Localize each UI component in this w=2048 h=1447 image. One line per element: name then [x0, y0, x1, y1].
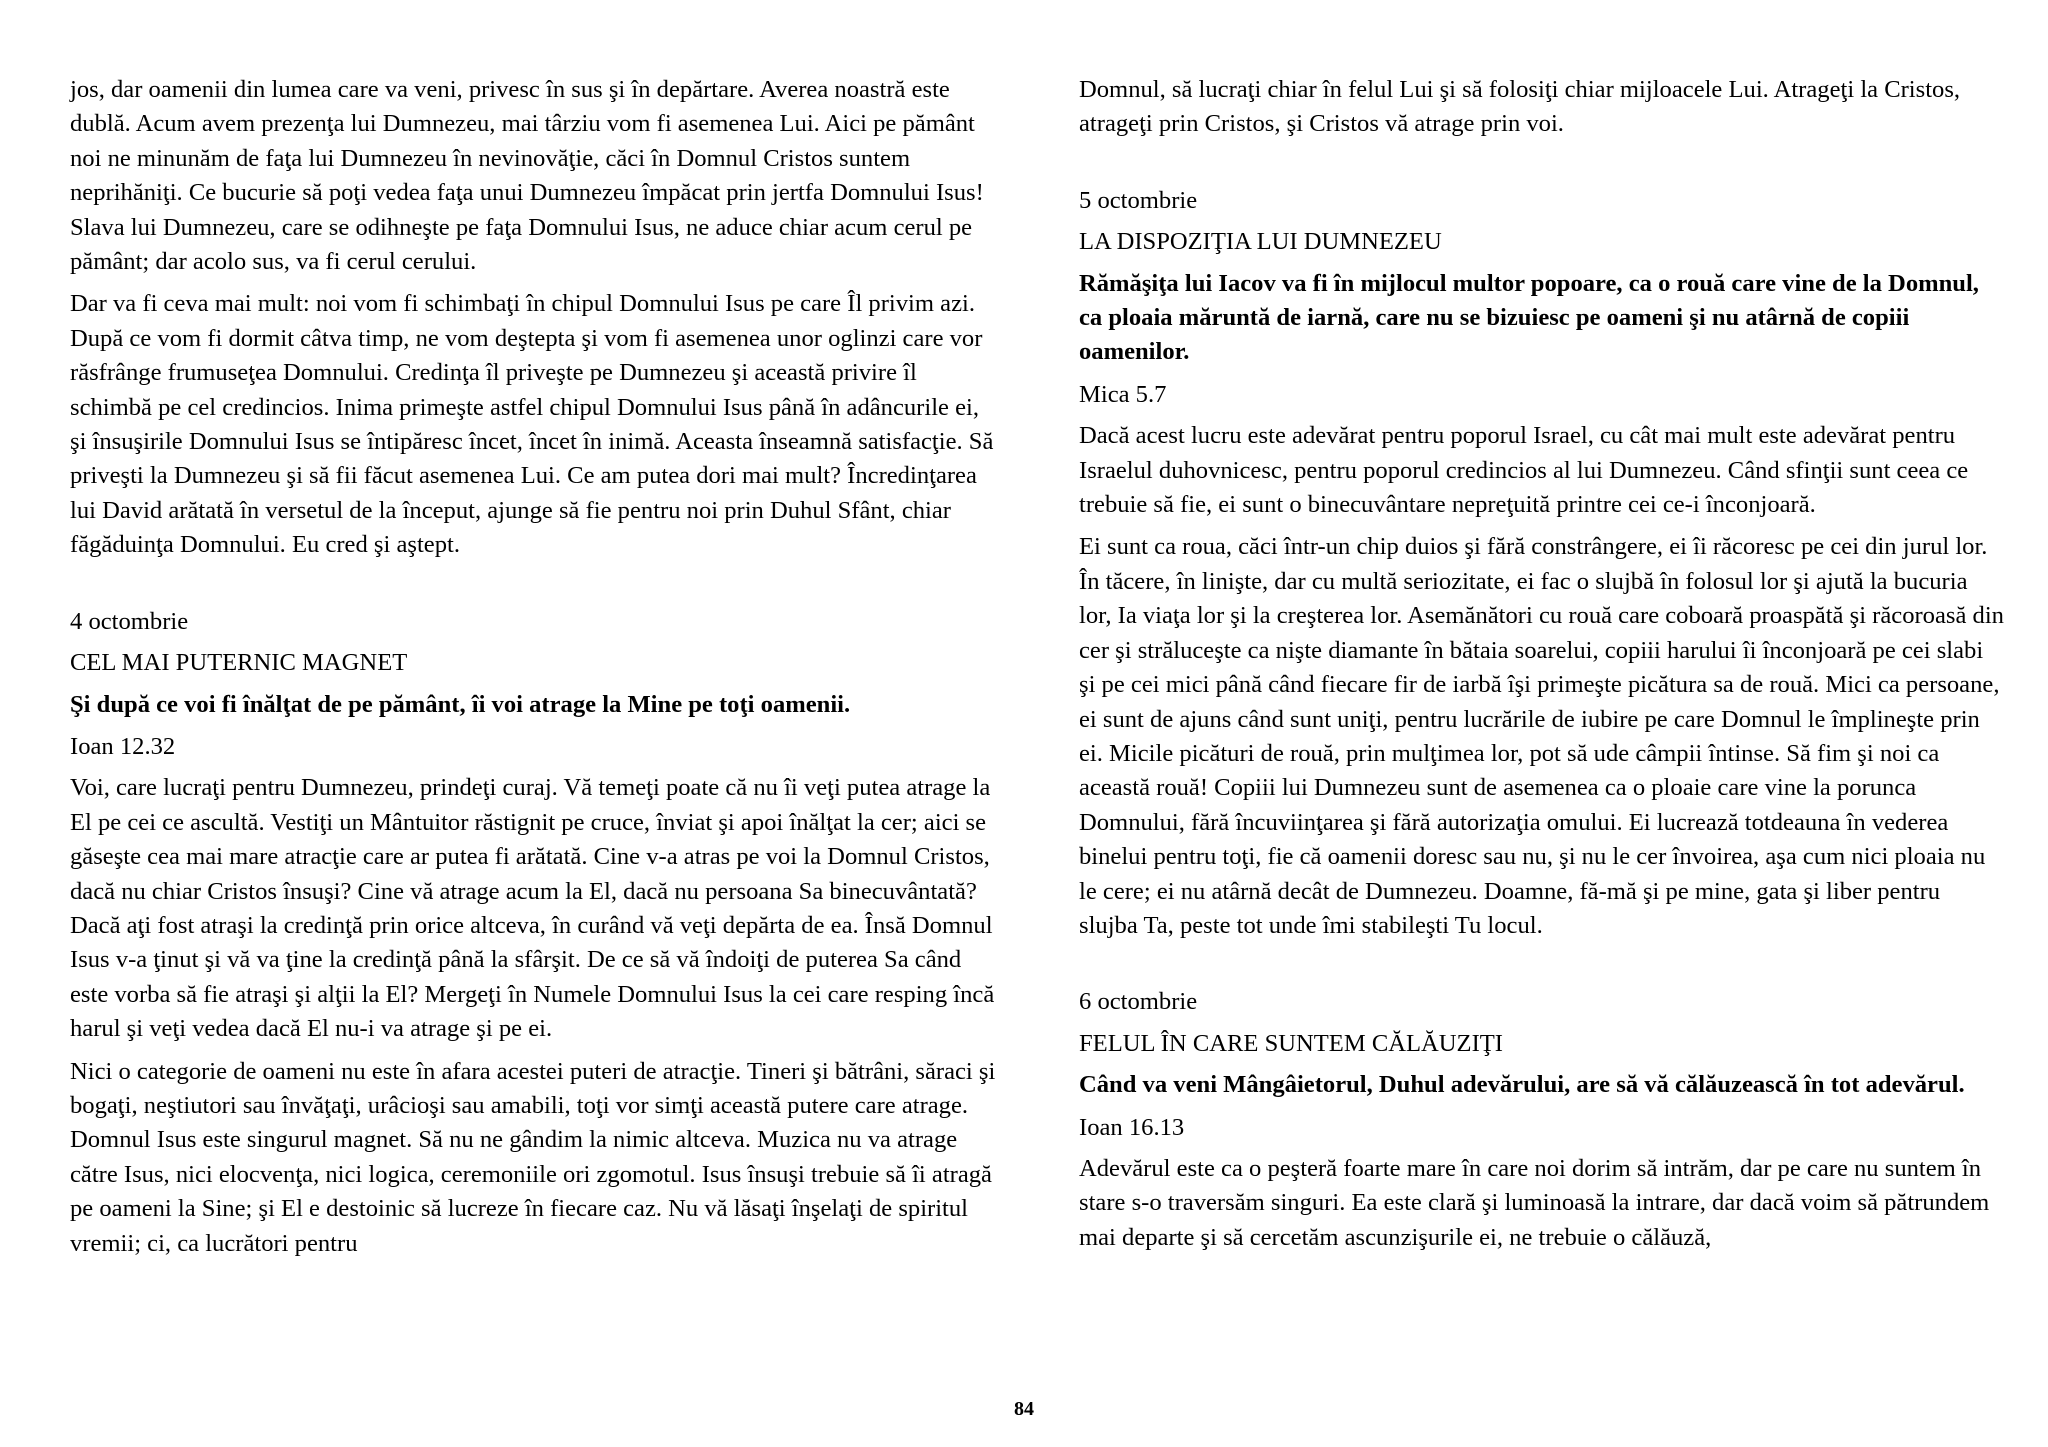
entry-date: 4 octombrie	[70, 607, 189, 635]
entry-reference: Ioan 16.13	[1079, 1113, 1185, 1141]
entry-reference: Ioan 12.32	[70, 732, 176, 760]
entry-paragraph: Nici o categorie de oameni nu este în afara acestei puteri de atracţie. Tineri şi bătrâni, săraci şi bogaţi, neştiutori sau învăţaţi, urâcioşi sau amabili, toţi vor simţi această putere care atrage. Domnul Isus este singurul magnet. Să nu ne gândim la nimic altceva. Muzica nu va atrage către Isus, nici elocvenţa, nici logica, ceremoniile ori zgomotul. Isus însuşi trebuie să îi atragă pe oameni la Sine; şi El e destoinic să lucreze în fiecare caz. Nu vă lăsaţi înşelaţi de spiritul vremii; ci, ca lucrători pentru	[70, 1057, 996, 1257]
entry-title: LA DISPOZIŢIA LUI DUMNEZEU	[1079, 228, 1442, 256]
entry-reference: Mica 5.7	[1079, 380, 1167, 408]
entry-verse: Şi după ce voi fi înălţat de pe pământ, îi voi atrage la Mine pe toţi oamenii.	[70, 690, 851, 718]
entry-spacer	[1079, 150, 2004, 184]
entry-paragraph: Dacă acest lucru este adevărat pentru poporul Israel, cu cât mai mult este adevărat pentru Israelul duhovnicesc, pentru poporul credincios al lui Dumnezeu. Când sfinţii sunt ceea ce trebuie să fie, ei sunt o binecuvântare nepreţuită printre cei ce-i înconjoară.	[1079, 422, 1969, 519]
page-number: 84	[1014, 1398, 1034, 1420]
entry-spacer	[70, 571, 1000, 605]
devotional-entry-oct-6	[1079, 985, 2004, 1255]
entry-paragraph: Voi, care lucraţi pentru Dumnezeu, prindeţi curaj. Vă temeţi poate că nu îi veţi putea atrage la El pe cei ce ascultă. Vestiţi un Mântuitor răstignit pe cruce, înviat şi apoi înălţat la cer; aici se găseşte cea mai mare atracţie care ar putea fi arătată. Cine v-a atras pe voi la Domnul Cristos, dacă nu chiar Cristos însuşi? Cine vă atrage acum la El, dacă nu persoana Sa binecuvântată? Dacă aţi fost atraşi la credinţă prin orice altceva, în curând vă veţi depărta de ea. Însă Domnul Isus v-a ţinut şi vă va ţine la credinţă până la sfârşit. De ce să vă îndoiţi de puterea Sa când este vorba să fie atraşi şi alţii la El? Mergeţi în Numele Domnului Isus la cei care resping încă harul şi veţi vedea dacă El nu-i va atrage şi pe ei.	[70, 774, 995, 1043]
entry-date: 6 octombrie	[1079, 988, 1198, 1016]
entry-paragraph: Ei sunt ca roua, căci într-un chip duios şi fără constrângere, ei îi răcoresc pe cei din jurul lor. În tăcere, în linişte, dar cu multă seriozitate, ei fac o slujbă în folosul lor şi ajută la bucuria lor, Ia viaţa lor şi la creşterea lor. Asemănători cu rouă care coboară proaspătă şi răcoroasă din cer şi străluceşte ca nişte diamante în bătaia soarelui, copiii harului îi înconjoară pe cei slabi şi pe cei mici până când fiecare fir de iarbă îşi primeşte picătura sa de rouă. Mici ca persoane, ei sunt de ajuns când sunt uniţi, pentru lucrările de iubire pe care Domnul le împlineşte prin ei. Micile picături de rouă, prin mulţimea lor, pot să ude câmpii întinse. Să fim şi noi ca această rouă! Copiii lui Dumnezeu sunt de asemenea ca o ploaie care vine la porunca Domnului, fără încuviinţarea şi fără autorizaţia omului. Ei lucrează totdeauna în vederea binelui pentru toţi, fie că oamenii doresc sau nu, şi nu le cer învoirea, aşa cum nici ploaia nu le cere; ei nu atârnă decât de Dumnezeu. Doamne, fă-mă şi pe mine, gata şi liber pentru slujba Ta, peste tot unde îmi stabileşti Tu locul.	[1079, 533, 2004, 939]
continuation-paragraph: Dar va fi ceva mai mult: noi vom fi schimbaţi în chipul Domnului Isus pe care Îl privim azi. După ce vom fi dormit câtva timp, ne vom deştepta şi vom fi asemenea unor oglinzi care vor răsfrânge frumuseţea Domnului. Credinţa îl priveşte pe Dumnezeu şi această privire îl schimbă pe cel credincios. Inima primeşte astfel chipul Domnului Isus până în adâncurile ei, şi însuşirile Domnului Isus se întipăresc încet, încet în inimă. Aceasta înseamnă satisfacţie. Să priveşti la Dumnezeu şi să fii făcut asemenea Lui. Ce am putea dori mai mult? Încredinţarea lui David arătată în versetul de la început, ajunge să fie pentru noi prin Duhul Sfânt, chiar făgăduinţa Domnului. Eu cred şi aştept.	[70, 290, 994, 559]
continuation-paragraph: Domnul, să lucraţi chiar în felul Lui şi să folosiţi chiar mijloacele Lui. Atrageţi la Cristos, atrageţi prin Cristos, şi Cristos vă atrage prin voi.	[1079, 76, 1961, 138]
devotional-entry-oct-5	[1079, 184, 2004, 944]
entry-verse: Când va veni Mângâietorul, Duhul adevărului, are să vă călăuzească în tot adevărul.	[1079, 1071, 1965, 1099]
entry-date: 5 octombrie	[1079, 186, 1198, 214]
entry-spacer	[1079, 951, 2004, 985]
entry-title: FELUL ÎN CARE SUNTEM CĂLĂUZIŢI	[1079, 1029, 1503, 1057]
entry-paragraph: Adevărul este ca o peşteră foarte mare în care noi dorim să intrăm, dar pe care nu suntem în stare s-o traversăm singuri. Ea este clară şi luminoasă la intrare, dar dacă voim să pătrundem mai departe şi să cercetăm ascunzişurile ei, ne trebuie o călăuză,	[1079, 1154, 1990, 1251]
entry-title: CEL MAI PUTERNIC MAGNET	[70, 649, 408, 677]
continuation-paragraph: jos, dar oamenii din lumea care va veni, privesc în sus şi în depărtare. Averea noastră este dublă. Acum avem prezenţa lui Dumnezeu, mai târziu vom fi asemenea Lui. Aici pe pământ noi ne minunăm de faţa lui Dumnezeu în nevinovăţie, căci în Domnul Cristos suntem neprihăniţi. Ce bucurie să poţi vedea faţa unui Dumnezeu împăcat prin jertfa Domnului Isus! Slava lui Dumnezeu, care se odihneşte pe faţa Domnului Isus, ne aduce chiar acum cerul pe pământ; dar acolo sus, va fi cerul cerului.	[70, 76, 984, 276]
left-column	[70, 73, 1000, 1269]
devotional-entry-oct-4	[70, 605, 1000, 1261]
entry-verse: Rămăşiţa lui Iacov va fi în mijlocul multor popoare, ca o rouă care vine de la Domnul, ca ploaia măruntă de iarnă, care nu se bizuiesc pe oameni şi nu atârnă de copiii oamenilor.	[1079, 269, 1979, 366]
right-column	[1079, 73, 2004, 1263]
